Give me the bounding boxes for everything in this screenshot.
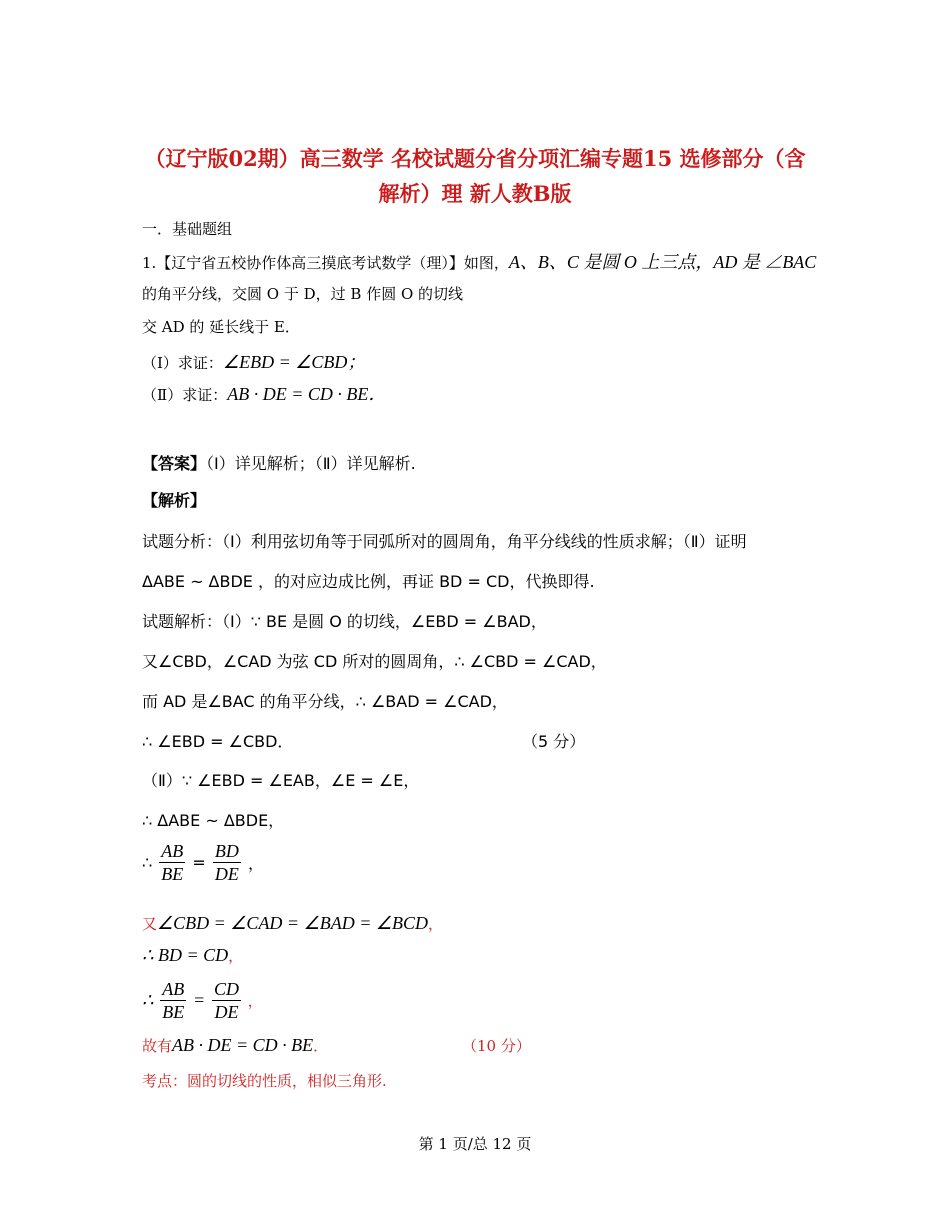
problem-part1 bbox=[142, 348, 365, 374]
answer-text: （Ⅰ）详见解析；（Ⅱ）详见解析. bbox=[206, 454, 416, 473]
red-math-1: ∠CBD = ∠CAD = ∠BAD = ∠BCD bbox=[157, 913, 428, 933]
comma: ， bbox=[247, 992, 263, 1010]
part2-math: AB · DE = CD · BE． bbox=[227, 384, 387, 404]
red-prefix: 又 bbox=[142, 915, 158, 933]
analysis-line3: 试题解析：（Ⅰ）∵ BE 是圆 O 的切线，∠EBD = ∠BAD， bbox=[142, 612, 547, 631]
denominator: BE bbox=[161, 864, 184, 884]
problem-source: 1.【辽宁省五校协作体高三摸底考试数学（理）】如图， bbox=[142, 254, 509, 272]
fraction-cd-de bbox=[212, 978, 241, 1023]
therefore-symbol: ∴ bbox=[142, 853, 153, 872]
red-math-2: ∴ BD = CD bbox=[142, 945, 229, 965]
analysis-line1: 试题分析：（Ⅰ）利用弦切角等于同弧所对的圆周角，角平分线线的性质求解；（Ⅱ）证明 bbox=[142, 532, 747, 551]
fraction-ab-be bbox=[160, 978, 186, 1023]
document-title-line2: 解析）理 新人教B版 bbox=[378, 181, 572, 206]
score-10: （10 分） bbox=[462, 1037, 531, 1055]
analysis-line2: ΔABE ~ ΔBDE ，的对应边成比例，再证 BD = CD，代换即得. bbox=[142, 572, 595, 591]
analysis-line7: （Ⅱ）∵ ∠EBD = ∠EAB，∠E = ∠E， bbox=[142, 771, 420, 790]
page-number: 第 1 页/总 12 页 bbox=[418, 1135, 532, 1153]
section-label: 一．基础题组 bbox=[142, 220, 233, 238]
numerator: CD bbox=[213, 979, 239, 999]
red-suffix: ， bbox=[428, 915, 444, 933]
comma: ， bbox=[247, 854, 264, 873]
red-suffix: ． bbox=[313, 1037, 329, 1055]
analysis-label: 【解析】 bbox=[142, 491, 207, 510]
red-line2 bbox=[142, 945, 243, 966]
equals-sign: = bbox=[193, 990, 206, 1010]
analysis-line4: 又∠CBD，∠CAD 为弦 CD 所对的圆周角，∴ ∠CBD = ∠CAD， bbox=[142, 652, 607, 671]
problem-part2 bbox=[142, 380, 386, 406]
red-math-4: AB · DE = CD · BE bbox=[172, 1035, 314, 1055]
denominator: BE bbox=[162, 1002, 185, 1022]
fraction-ab-be bbox=[159, 840, 185, 885]
part2-label: （Ⅱ）求证： bbox=[142, 386, 228, 404]
red-suffix: ， bbox=[228, 947, 244, 965]
problem-line2: 的角平分线，交圆 O 于 D，过 B 作圆 O 的切线 bbox=[142, 285, 464, 303]
numerator: BD bbox=[214, 841, 239, 861]
analysis-line8: ∴ ΔABE ~ ΔBDE， bbox=[142, 811, 285, 830]
part1-math: ∠EBD = ∠CBD； bbox=[222, 352, 366, 372]
problem-line3: 交 AD 的 延长线于 E． bbox=[142, 318, 300, 336]
document-title-line1: （辽宁版02期）高三数学 名校试题分省分项汇编专题15 选修部分（含 bbox=[144, 146, 806, 171]
fraction-bd-de bbox=[213, 840, 241, 885]
answer-label: 【答案】 bbox=[142, 454, 207, 473]
therefore-symbol: ∴ bbox=[142, 990, 154, 1010]
red-prefix: 故有 bbox=[142, 1037, 173, 1055]
denominator: DE bbox=[214, 1002, 239, 1022]
part1-label: （Ⅰ）求证： bbox=[142, 354, 223, 372]
score-5: （5 分） bbox=[522, 732, 586, 751]
red-line4 bbox=[142, 1035, 328, 1056]
fraction-equation-1 bbox=[142, 840, 264, 885]
red-line1 bbox=[142, 913, 443, 934]
numerator: AB bbox=[161, 841, 184, 861]
knowledge-point: 考点：圆的切线的性质，相似三角形. bbox=[142, 1072, 387, 1090]
equals-sign: = bbox=[192, 853, 206, 872]
problem-math: A、B、C 是圆 O 上三点，AD 是 ∠BAC bbox=[508, 252, 817, 272]
denominator: DE bbox=[214, 864, 239, 884]
analysis-line6: ∴ ∠EBD = ∠CBD． bbox=[142, 732, 294, 751]
fraction-equation-2 bbox=[142, 978, 263, 1023]
numerator: AB bbox=[162, 979, 185, 999]
problem-line1 bbox=[142, 248, 816, 274]
analysis-line5: 而 AD 是∠BAC 的角平分线，∴ ∠BAD = ∠CAD， bbox=[142, 692, 508, 711]
answer-line bbox=[142, 451, 416, 474]
